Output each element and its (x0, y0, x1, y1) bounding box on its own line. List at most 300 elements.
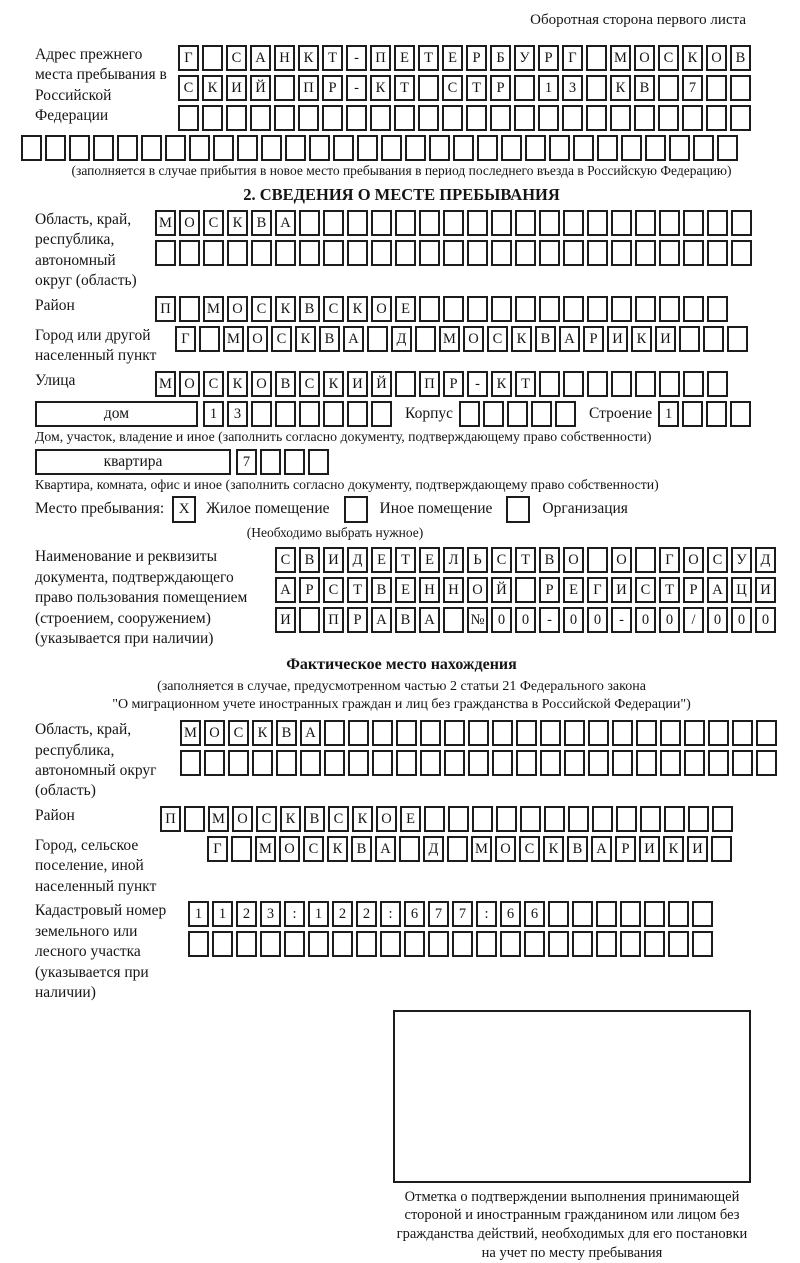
char-cell[interactable] (539, 210, 560, 236)
char-cell[interactable] (275, 240, 296, 266)
char-cell[interactable] (634, 105, 655, 131)
char-cell[interactable]: Р (615, 836, 636, 862)
char-cell[interactable]: - (346, 45, 367, 71)
char-cell[interactable]: С (275, 547, 296, 573)
char-cell[interactable]: К (370, 75, 391, 101)
char-cell[interactable]: М (471, 836, 492, 862)
char-cell[interactable]: 7 (428, 901, 449, 927)
char-cell[interactable]: О (204, 720, 225, 746)
char-cell[interactable]: И (611, 577, 632, 603)
char-cell[interactable]: К (280, 806, 301, 832)
char-cell[interactable] (324, 750, 345, 776)
char-cell[interactable]: 0 (515, 607, 536, 633)
char-cell[interactable] (540, 720, 561, 746)
char-cell[interactable] (275, 401, 296, 427)
char-cell[interactable]: П (419, 371, 440, 397)
char-cell[interactable]: К (327, 836, 348, 862)
char-cell[interactable] (707, 371, 728, 397)
char-cell[interactable]: 0 (731, 607, 752, 633)
char-cell[interactable] (380, 931, 401, 957)
char-cell[interactable] (645, 135, 666, 161)
char-cell[interactable]: С (256, 806, 277, 832)
char-cell[interactable]: С (328, 806, 349, 832)
char-cell[interactable] (562, 105, 583, 131)
char-cell[interactable]: Л (443, 547, 464, 573)
char-cell[interactable] (260, 931, 281, 957)
char-cell[interactable]: О (467, 577, 488, 603)
char-cell[interactable] (155, 240, 176, 266)
char-cell[interactable]: И (655, 326, 676, 352)
char-cell[interactable]: Т (347, 577, 368, 603)
char-cell[interactable] (236, 931, 257, 957)
char-cell[interactable] (420, 750, 441, 776)
char-cell[interactable]: П (370, 45, 391, 71)
char-cell[interactable] (563, 296, 584, 322)
char-cell[interactable]: К (275, 296, 296, 322)
char-cell[interactable]: И (323, 547, 344, 573)
char-cell[interactable]: П (323, 607, 344, 633)
char-cell[interactable] (540, 750, 561, 776)
char-cell[interactable] (620, 901, 641, 927)
char-cell[interactable]: И (755, 577, 776, 603)
char-cell[interactable] (491, 296, 512, 322)
char-cell[interactable]: О (251, 371, 272, 397)
char-cell[interactable]: Т (466, 75, 487, 101)
char-cell[interactable] (467, 210, 488, 236)
char-cell[interactable]: 7 (452, 901, 473, 927)
char-cell[interactable] (717, 135, 738, 161)
char-cell[interactable]: С (635, 577, 656, 603)
char-cell[interactable]: 0 (563, 607, 584, 633)
char-cell[interactable]: А (707, 577, 728, 603)
char-cell[interactable] (467, 296, 488, 322)
char-cell[interactable] (45, 135, 66, 161)
char-cell[interactable] (347, 240, 368, 266)
char-cell[interactable]: 0 (707, 607, 728, 633)
place-type-checkbox-residential[interactable]: X (172, 496, 196, 523)
char-cell[interactable] (347, 210, 368, 236)
char-cell[interactable]: О (683, 547, 704, 573)
char-cell[interactable] (664, 806, 685, 832)
char-cell[interactable]: / (683, 607, 704, 633)
char-cell[interactable]: Т (515, 371, 536, 397)
char-cell[interactable]: Г (659, 547, 680, 573)
char-cell[interactable] (588, 750, 609, 776)
char-cell[interactable] (549, 135, 570, 161)
char-cell[interactable] (587, 296, 608, 322)
char-cell[interactable] (496, 806, 517, 832)
char-cell[interactable] (708, 750, 729, 776)
char-cell[interactable] (299, 401, 320, 427)
char-cell[interactable] (515, 296, 536, 322)
char-cell[interactable]: 3 (227, 401, 248, 427)
char-cell[interactable] (452, 931, 473, 957)
char-cell[interactable]: В (539, 547, 560, 573)
char-cell[interactable] (274, 105, 295, 131)
char-cell[interactable] (596, 931, 617, 957)
char-cell[interactable]: Н (419, 577, 440, 603)
char-cell[interactable] (525, 135, 546, 161)
char-cell[interactable]: 6 (500, 901, 521, 927)
char-cell[interactable] (348, 750, 369, 776)
char-cell[interactable] (612, 750, 633, 776)
char-cell[interactable] (683, 296, 704, 322)
char-cell[interactable] (395, 210, 416, 236)
char-cell[interactable]: В (351, 836, 372, 862)
char-cell[interactable] (443, 210, 464, 236)
char-cell[interactable] (620, 931, 641, 957)
char-cell[interactable] (309, 135, 330, 161)
char-cell[interactable]: В (634, 75, 655, 101)
char-cell[interactable]: 1 (538, 75, 559, 101)
char-cell[interactable] (682, 105, 703, 131)
char-cell[interactable]: 6 (404, 901, 425, 927)
char-cell[interactable] (298, 105, 319, 131)
char-cell[interactable] (539, 296, 560, 322)
char-cell[interactable]: : (380, 901, 401, 927)
char-cell[interactable]: - (346, 75, 367, 101)
char-cell[interactable] (285, 135, 306, 161)
char-cell[interactable]: В (275, 371, 296, 397)
char-cell[interactable]: 0 (659, 607, 680, 633)
char-cell[interactable] (548, 901, 569, 927)
char-cell[interactable] (447, 836, 468, 862)
char-cell[interactable] (396, 720, 417, 746)
char-cell[interactable] (189, 135, 210, 161)
char-cell[interactable] (516, 720, 537, 746)
char-cell[interactable] (372, 720, 393, 746)
char-cell[interactable] (658, 75, 679, 101)
char-cell[interactable]: К (682, 45, 703, 71)
char-cell[interactable] (299, 240, 320, 266)
char-cell[interactable]: С (323, 296, 344, 322)
char-cell[interactable] (564, 750, 585, 776)
char-cell[interactable] (348, 720, 369, 746)
char-cell[interactable]: С (658, 45, 679, 71)
char-cell[interactable]: П (160, 806, 181, 832)
char-cell[interactable] (308, 931, 329, 957)
char-cell[interactable] (711, 836, 732, 862)
char-cell[interactable] (284, 449, 305, 475)
char-cell[interactable] (644, 901, 665, 927)
char-cell[interactable]: 3 (562, 75, 583, 101)
char-cell[interactable] (732, 750, 753, 776)
char-cell[interactable] (573, 135, 594, 161)
char-cell[interactable]: Т (418, 45, 439, 71)
char-cell[interactable]: О (227, 296, 248, 322)
char-cell[interactable] (261, 135, 282, 161)
char-cell[interactable] (658, 105, 679, 131)
char-cell[interactable] (420, 720, 441, 746)
char-cell[interactable]: М (203, 296, 224, 322)
char-cell[interactable] (706, 401, 727, 427)
char-cell[interactable] (520, 806, 541, 832)
char-cell[interactable] (640, 806, 661, 832)
char-cell[interactable]: С (491, 547, 512, 573)
char-cell[interactable]: 7 (682, 75, 703, 101)
char-cell[interactable] (228, 750, 249, 776)
char-cell[interactable] (635, 210, 656, 236)
char-cell[interactable] (477, 135, 498, 161)
char-cell[interactable] (424, 806, 445, 832)
char-cell[interactable]: В (276, 720, 297, 746)
char-cell[interactable]: К (202, 75, 223, 101)
char-cell[interactable]: Т (515, 547, 536, 573)
char-cell[interactable] (515, 577, 536, 603)
char-cell[interactable] (692, 901, 713, 927)
char-cell[interactable] (453, 135, 474, 161)
char-cell[interactable]: 2 (332, 901, 353, 927)
char-cell[interactable]: № (467, 607, 488, 633)
char-cell[interactable]: 1 (658, 401, 679, 427)
char-cell[interactable]: И (347, 371, 368, 397)
char-cell[interactable]: И (687, 836, 708, 862)
char-cell[interactable] (587, 547, 608, 573)
char-cell[interactable] (299, 607, 320, 633)
char-cell[interactable] (250, 105, 271, 131)
char-cell[interactable]: О (179, 210, 200, 236)
char-cell[interactable] (514, 105, 535, 131)
char-cell[interactable] (371, 401, 392, 427)
char-cell[interactable]: Б (490, 45, 511, 71)
char-cell[interactable]: В (299, 547, 320, 573)
char-cell[interactable] (260, 449, 281, 475)
char-cell[interactable] (251, 240, 272, 266)
char-cell[interactable] (396, 750, 417, 776)
char-cell[interactable]: С (323, 577, 344, 603)
char-cell[interactable] (300, 750, 321, 776)
char-cell[interactable]: К (252, 720, 273, 746)
char-cell[interactable] (459, 401, 480, 427)
char-cell[interactable]: - (467, 371, 488, 397)
char-cell[interactable] (568, 806, 589, 832)
char-cell[interactable] (202, 105, 223, 131)
char-cell[interactable]: П (155, 296, 176, 322)
char-cell[interactable] (117, 135, 138, 161)
char-cell[interactable] (587, 210, 608, 236)
char-cell[interactable]: Р (539, 577, 560, 603)
char-cell[interactable] (448, 806, 469, 832)
char-cell[interactable] (323, 401, 344, 427)
char-cell[interactable]: Г (178, 45, 199, 71)
char-cell[interactable] (490, 105, 511, 131)
char-cell[interactable] (404, 931, 425, 957)
char-cell[interactable]: И (275, 607, 296, 633)
char-cell[interactable] (323, 240, 344, 266)
char-cell[interactable] (419, 296, 440, 322)
char-cell[interactable] (213, 135, 234, 161)
char-cell[interactable] (347, 401, 368, 427)
char-cell[interactable] (564, 720, 585, 746)
char-cell[interactable] (636, 750, 657, 776)
char-cell[interactable] (322, 105, 343, 131)
char-cell[interactable]: А (419, 607, 440, 633)
char-cell[interactable] (202, 45, 223, 71)
char-cell[interactable] (693, 135, 714, 161)
char-cell[interactable] (332, 931, 353, 957)
char-cell[interactable]: - (611, 607, 632, 633)
char-cell[interactable] (141, 135, 162, 161)
char-cell[interactable] (179, 296, 200, 322)
char-cell[interactable]: Т (394, 75, 415, 101)
char-cell[interactable]: Г (175, 326, 196, 352)
char-cell[interactable] (21, 135, 42, 161)
char-cell[interactable] (730, 75, 751, 101)
char-cell[interactable] (611, 210, 632, 236)
char-cell[interactable]: Р (583, 326, 604, 352)
char-cell[interactable] (572, 901, 593, 927)
char-cell[interactable]: Ц (731, 577, 752, 603)
char-cell[interactable]: В (319, 326, 340, 352)
char-cell[interactable] (371, 210, 392, 236)
char-cell[interactable] (165, 135, 186, 161)
char-cell[interactable] (483, 401, 504, 427)
char-cell[interactable] (395, 240, 416, 266)
char-cell[interactable] (684, 720, 705, 746)
char-cell[interactable]: Т (395, 547, 416, 573)
char-cell[interactable] (635, 240, 656, 266)
char-cell[interactable] (274, 75, 295, 101)
char-cell[interactable]: С (519, 836, 540, 862)
char-cell[interactable] (69, 135, 90, 161)
char-cell[interactable]: М (255, 836, 276, 862)
char-cell[interactable] (492, 720, 513, 746)
char-cell[interactable]: К (610, 75, 631, 101)
char-cell[interactable]: С (203, 210, 224, 236)
char-cell[interactable] (588, 720, 609, 746)
char-cell[interactable]: М (208, 806, 229, 832)
char-cell[interactable]: И (607, 326, 628, 352)
char-cell[interactable] (346, 105, 367, 131)
char-cell[interactable]: К (227, 210, 248, 236)
char-cell[interactable] (468, 750, 489, 776)
char-cell[interactable]: А (375, 836, 396, 862)
char-cell[interactable]: Й (491, 577, 512, 603)
char-cell[interactable]: Е (395, 296, 416, 322)
char-cell[interactable]: 1 (212, 901, 233, 927)
char-cell[interactable] (444, 720, 465, 746)
char-cell[interactable]: Р (347, 607, 368, 633)
char-cell[interactable]: О (463, 326, 484, 352)
char-cell[interactable]: Д (755, 547, 776, 573)
char-cell[interactable] (731, 240, 752, 266)
char-cell[interactable] (682, 401, 703, 427)
char-cell[interactable] (706, 105, 727, 131)
char-cell[interactable]: - (539, 607, 560, 633)
char-cell[interactable]: А (300, 720, 321, 746)
char-cell[interactable]: Ь (467, 547, 488, 573)
char-cell[interactable]: К (323, 371, 344, 397)
char-cell[interactable] (659, 210, 680, 236)
char-cell[interactable] (333, 135, 354, 161)
char-cell[interactable] (179, 240, 200, 266)
char-cell[interactable]: В (371, 577, 392, 603)
char-cell[interactable] (572, 931, 593, 957)
char-cell[interactable] (237, 135, 258, 161)
char-cell[interactable]: А (275, 577, 296, 603)
char-cell[interactable] (371, 240, 392, 266)
char-cell[interactable] (500, 931, 521, 957)
char-cell[interactable]: Е (395, 577, 416, 603)
char-cell[interactable] (539, 371, 560, 397)
char-cell[interactable] (466, 105, 487, 131)
char-cell[interactable]: Р (538, 45, 559, 71)
char-cell[interactable]: С (442, 75, 463, 101)
char-cell[interactable]: О (563, 547, 584, 573)
char-cell[interactable]: О (371, 296, 392, 322)
char-cell[interactable]: П (298, 75, 319, 101)
char-cell[interactable] (692, 931, 713, 957)
char-cell[interactable] (492, 750, 513, 776)
char-cell[interactable]: С (178, 75, 199, 101)
char-cell[interactable] (597, 135, 618, 161)
char-cell[interactable]: С (226, 45, 247, 71)
char-cell[interactable] (472, 806, 493, 832)
char-cell[interactable]: 0 (587, 607, 608, 633)
char-cell[interactable] (419, 240, 440, 266)
char-cell[interactable] (418, 75, 439, 101)
char-cell[interactable] (203, 240, 224, 266)
char-cell[interactable] (308, 449, 329, 475)
char-cell[interactable]: Г (562, 45, 583, 71)
char-cell[interactable] (727, 326, 748, 352)
char-cell[interactable]: 0 (635, 607, 656, 633)
char-cell[interactable] (370, 105, 391, 131)
char-cell[interactable] (586, 105, 607, 131)
char-cell[interactable]: Г (207, 836, 228, 862)
char-cell[interactable]: С (487, 326, 508, 352)
char-cell[interactable] (660, 750, 681, 776)
char-cell[interactable]: В (395, 607, 416, 633)
char-cell[interactable]: А (250, 45, 271, 71)
char-cell[interactable] (443, 296, 464, 322)
char-cell[interactable]: А (275, 210, 296, 236)
char-cell[interactable]: М (155, 371, 176, 397)
char-cell[interactable]: Р (683, 577, 704, 603)
char-cell[interactable] (212, 931, 233, 957)
char-cell[interactable]: Д (423, 836, 444, 862)
char-cell[interactable]: С (203, 371, 224, 397)
char-cell[interactable]: Т (659, 577, 680, 603)
char-cell[interactable]: М (180, 720, 201, 746)
char-cell[interactable] (299, 210, 320, 236)
char-cell[interactable]: К (227, 371, 248, 397)
char-cell[interactable] (442, 105, 463, 131)
char-cell[interactable] (563, 210, 584, 236)
char-cell[interactable] (324, 720, 345, 746)
char-cell[interactable]: 7 (236, 449, 257, 475)
char-cell[interactable]: В (535, 326, 556, 352)
char-cell[interactable]: 2 (236, 901, 257, 927)
char-cell[interactable]: 1 (203, 401, 224, 427)
char-cell[interactable] (730, 105, 751, 131)
char-cell[interactable]: А (559, 326, 580, 352)
char-cell[interactable] (659, 371, 680, 397)
char-cell[interactable] (586, 75, 607, 101)
char-cell[interactable] (635, 371, 656, 397)
char-cell[interactable] (381, 135, 402, 161)
char-cell[interactable] (635, 547, 656, 573)
char-cell[interactable]: Р (466, 45, 487, 71)
char-cell[interactable] (756, 750, 777, 776)
char-cell[interactable] (515, 240, 536, 266)
char-cell[interactable]: И (226, 75, 247, 101)
char-cell[interactable] (538, 105, 559, 131)
char-cell[interactable] (251, 401, 272, 427)
char-cell[interactable] (531, 401, 552, 427)
char-cell[interactable]: : (476, 901, 497, 927)
char-cell[interactable] (712, 806, 733, 832)
